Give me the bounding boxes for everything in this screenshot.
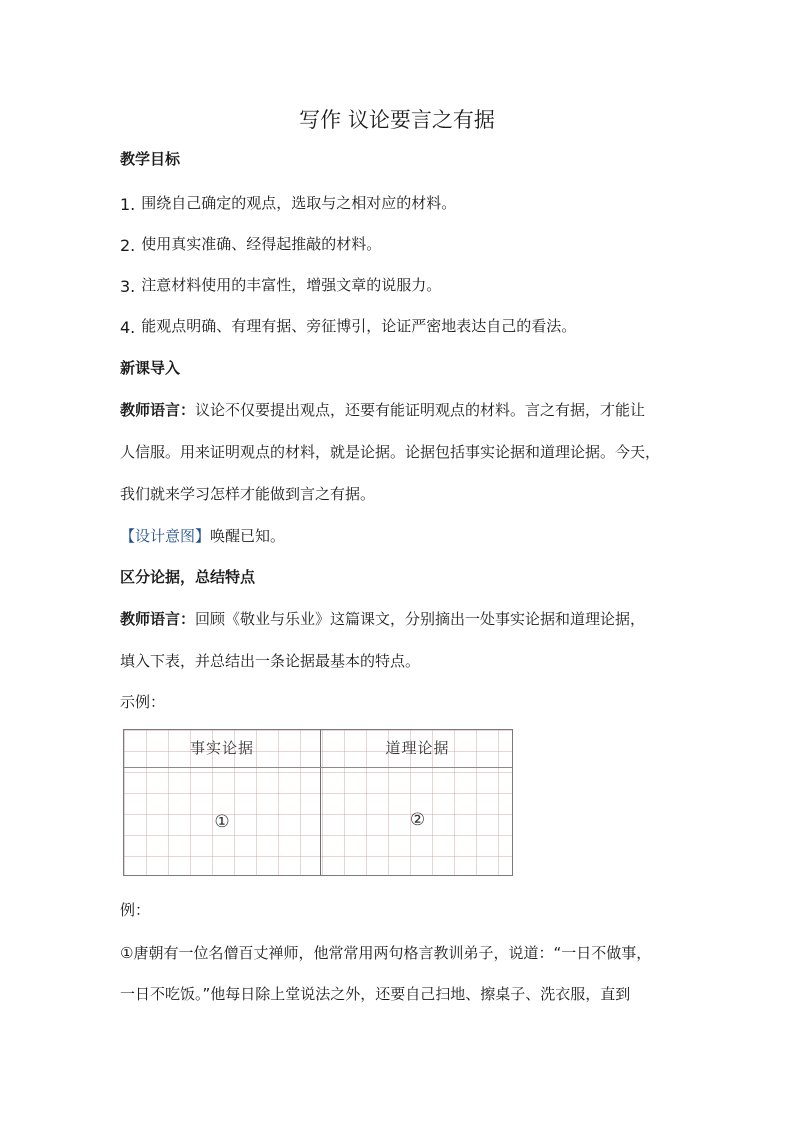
table-header-reason-evidence: 道理论据 <box>385 739 450 757</box>
heading-new-lesson-intro: 新课导入 <box>120 359 181 377</box>
goal-text: 围绕自己确定的观点，选取与之相对应的材料。 <box>141 194 457 212</box>
goal-item-1 <box>120 192 456 214</box>
table-cell-2: ② <box>409 810 426 830</box>
table-header-fact-evidence: 事实论据 <box>189 739 254 757</box>
example-label: 例： <box>120 901 151 919</box>
distinguish-paragraph-line-1 <box>120 608 645 630</box>
document-title: 写作 议论要言之有据 <box>299 108 495 132</box>
intro-text: 议论不仅要提出观点，还要有能证明观点的材料。言之有据，才能让 <box>195 401 646 419</box>
goal-item-3 <box>120 274 441 296</box>
distinguish-paragraph-line-2: 填入下表，并总结出一条论据最基本的特点。 <box>120 652 421 670</box>
design-intent <box>120 525 285 547</box>
heading-distinguish-evidence: 区分论据，总结特点 <box>120 568 256 586</box>
teacher-language-label: 教师语言： <box>120 401 196 419</box>
table-header-divider <box>124 767 512 768</box>
goal-number: 3. <box>120 277 136 296</box>
example-line-2: 一日不吃饭。”他每日除上堂说法之外，还要自己扫地、擦桌子、洗衣服，直到 <box>120 985 631 1003</box>
goal-text: 使用真实准确、经得起推敲的材料。 <box>141 235 382 253</box>
design-intent-text: 唤醒已知。 <box>210 527 286 545</box>
teacher-language-label: 教师语言： <box>120 610 196 628</box>
heading-teaching-goals: 教学目标 <box>120 150 181 168</box>
goal-number: 2. <box>120 236 136 255</box>
intro-paragraph-line-1 <box>120 399 645 421</box>
intro-paragraph-line-3: 我们就来学习怎样才能做到言之有据。 <box>120 485 376 503</box>
goal-text: 注意材料使用的丰富性，增强文章的说服力。 <box>141 276 442 294</box>
goal-number: 4. <box>120 318 136 337</box>
goal-item-2 <box>120 233 381 255</box>
goal-number: 1. <box>120 195 136 214</box>
goal-item-4 <box>120 315 576 337</box>
sample-label: 示例： <box>120 693 166 711</box>
goal-text: 能观点明确、有理有据、旁征博引，论证严密地表达自己的看法。 <box>141 317 577 335</box>
distinguish-text: 回顾《敬业与乐业》这篇课文，分别摘出一处事实论据和道理论据， <box>195 610 646 628</box>
intro-paragraph-line-2: 人信服。用来证明观点的材料，就是论据。论据包括事实论据和道理论据。今天， <box>120 443 661 461</box>
table-cell-1: ① <box>214 812 230 832</box>
design-intent-label: 【设计意图】 <box>120 527 211 545</box>
evidence-table-image <box>123 729 513 876</box>
example-line-1: ①唐朝有一位名僧百丈禅师，他常常用两句格言教训弟子，说道：“一日不做事， <box>120 944 652 962</box>
